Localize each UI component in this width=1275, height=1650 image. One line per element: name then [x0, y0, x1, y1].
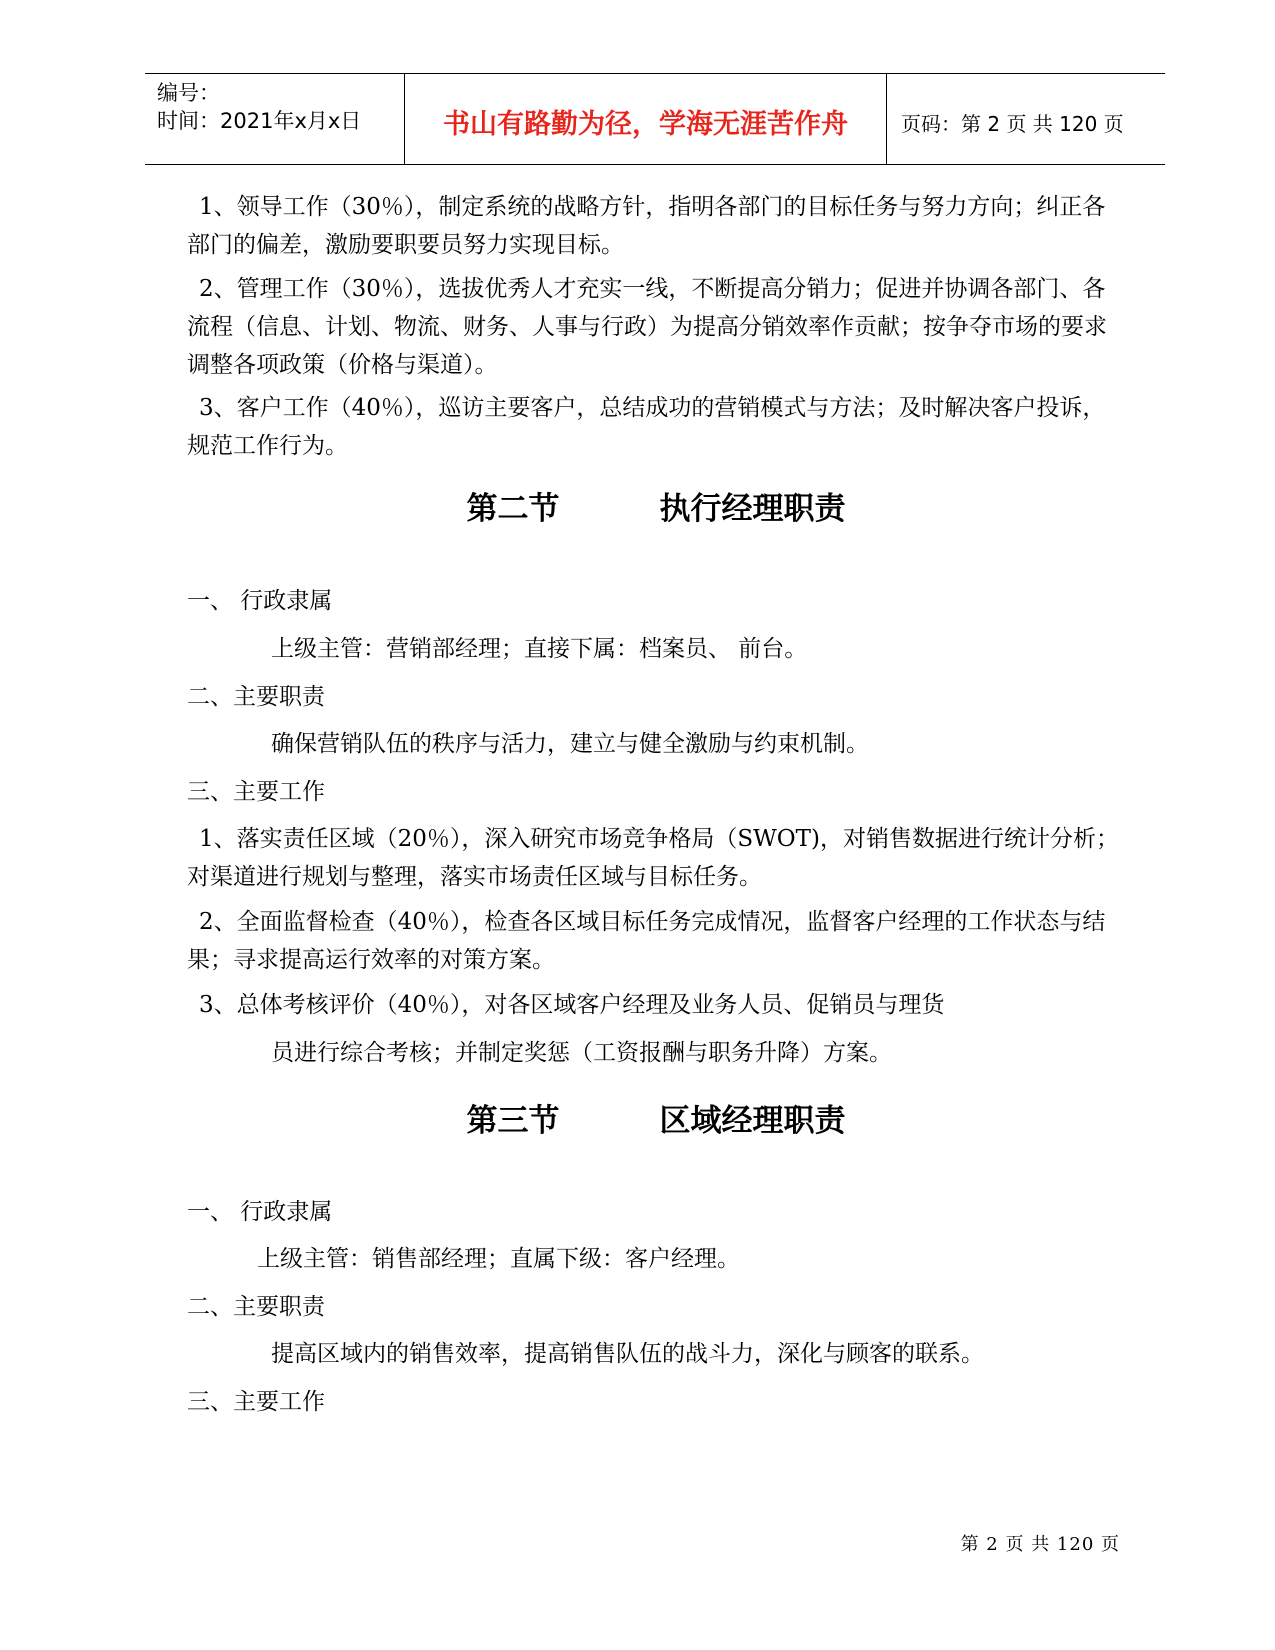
paragraph: 员进行综合考核；并制定奖惩（工资报酬与职务升降）方案。 — [271, 1040, 892, 1066]
header-left-cell — [145, 74, 405, 164]
section-number: 第三节 — [466, 1103, 560, 1139]
subheading: 一、 行政隶属 — [187, 1199, 333, 1225]
subheading: 二、主要职责 — [187, 684, 325, 710]
page-footer: 第 2 页 共 120 页 — [960, 1534, 1120, 1555]
subheading: 三、主要工作 — [187, 1389, 325, 1415]
doc-number-label: 编号： — [157, 81, 220, 105]
section-name: 执行经理职责 — [659, 491, 846, 527]
section-number: 第二节 — [466, 491, 560, 527]
subheading: 一、 行政隶属 — [187, 588, 333, 614]
paragraph: 1、落实责任区域（20％），深入研究市场竞争格局（SWOT)，对销售数据进行统计分析；对渠道进行规划与整理，落实市场责任区域与目标任务。 — [187, 826, 1119, 890]
section-title — [187, 1095, 1125, 1140]
paragraph: 2、管理工作（30％），选拔优秀人才充实一线，不断提高分销力；促进并协调各部门、各流程（信息、计划、物流、财务、人事与行政）为提高分销效率作贡献；按争夺市场的要求调整各项政策（价格与渠道）。 — [187, 276, 1107, 378]
paragraph: 提高区域内的销售效率，提高销售队伍的战斗力，深化与顾客的联系。 — [271, 1341, 984, 1367]
paragraph: 3、总体考核评价（40％），对各区域客户经理及业务人员、促销员与理货 — [199, 992, 945, 1018]
page-header — [145, 73, 1165, 165]
header-middle-cell — [405, 74, 887, 164]
header-page-code: 页码：第 2 页 共 120 页 — [901, 112, 1124, 136]
paragraph: 确保营销队伍的秩序与活力，建立与健全激励与约束机制。 — [271, 731, 869, 757]
paragraph: 1、领导工作（30％），制定系统的战略方针，指明各部门的目标任务与努力方向；纠正各部门的偏差，激励要职要员努力实现目标。 — [187, 194, 1106, 258]
section-title — [187, 483, 1125, 528]
paragraph: 3、客户工作（40％），巡访主要客户，总结成功的营销模式与方法；及时解决客户投诉，规范工作行为。 — [187, 395, 1106, 459]
paragraph: 2、全面监督检查（40％），检查各区域目标任务完成情况，监督客户经理的工作状态与结果；寻求提高运行效率的对策方案。 — [187, 909, 1106, 973]
header-right-cell — [887, 74, 1165, 164]
subheading: 三、主要工作 — [187, 779, 325, 805]
subheading: 二、主要职责 — [187, 1294, 325, 1320]
paragraph: 上级主管：销售部经理；直属下级：客户经理。 — [257, 1246, 740, 1272]
paragraph: 上级主管：营销部经理；直接下属：档案员、 前台。 — [271, 636, 808, 662]
section-name: 区域经理职责 — [659, 1103, 846, 1139]
header-motto: 书山有路勤为径，学海无涯苦作舟 — [443, 109, 848, 140]
time-label: 时间：2021年x月x日 — [157, 109, 362, 133]
